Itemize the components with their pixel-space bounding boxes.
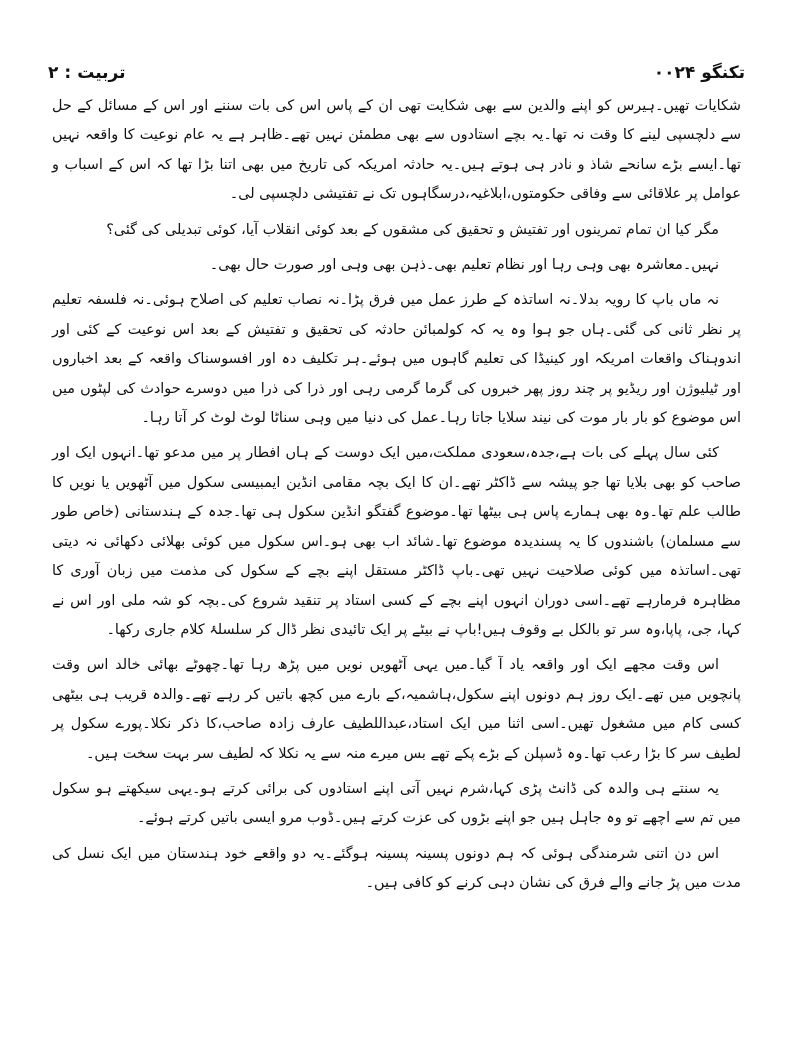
page-header (48, 58, 745, 88)
paragraph: نہیں۔معاشرہ بھی وہی رہا اور نظام تعلیم بھی۔ذہن بھی وہی اور صورت حال بھی۔ (209, 257, 719, 274)
page-number: ۲ (48, 63, 59, 83)
paragraph: اس وقت مجھے ایک اور واقعہ یاد آ گیا۔میں یہی آٹھویں نویں میں پڑھ رہا تھا۔چھوٹے بھائی خالد اس وقت پانچویں میں تھے۔ایک روز ہم دونوں اپنے سکول،ہاشمیہ،کے بارے میں کچھ باتیں کر رہے تھے۔والدہ قریب ہی بیٹھی کسی کام میں مشغول تھیں۔اسی اثنا میں ایک استاد،عبداللطیف عارف زادہ صاحب،کا ذکر نکلا۔پورے سکول پر لطیف سر کا بڑا رعب تھا۔وہ ڈسپلن کے بڑے پکے تھے بس میرے منہ سے یہ نکلا کہ لطیف سر بہت سخت ہیں۔ (52, 657, 741, 762)
paragraph: کئی سال پہلے کی بات ہے،جدہ،سعودی مملکت،میں ایک دوست کے ہاں افطار پر میں مدعو تھا۔انہوں ایک اور صاحب کو بھی بلایا تھا جو پیشہ سے ڈاکٹر تھے۔ان کا ایک بچہ مقامی انڈین ایمبیسی سکول میں آٹھویں یا نویں کا طالب علم تھا۔وہ بھی ہمارے پاس ہی بیٹھا تھا۔موضوع گفتگو انڈین سکول ہی تھا۔جدہ کے ہندستانی (خاص طور سے مسلمان) باشندوں کا یہ پسندیدہ موضوع تھا۔شائد اب بھی ہو۔اس سکول میں کوئی بھلائی دکھائی نہ دیتی تھی۔اساتذہ میں کوئی صلاحیت نہیں تھی۔باپ ڈاکٹر مستقل اپنے بچے کے سکول کی مذمت میں زبان آوری کا مظاہرہ فرمارہے تھے۔اسی دوران انہوں اپنے بچے کے کسی استاد پر تنقید شروع کی۔بچہ کو شہ ملی اور اس نے کہا، جی، پاپا،وہ سر تو بالکل بے وقوف ہیں!باپ نے بیٹے پر ایک تائیدی نظر ڈال کر سلسلۂ کلام جاری رکھا۔ (52, 445, 741, 638)
paragraph: مگر کیا ان تمام تمرینوں اور تفتیش و تحقیق کی مشقوں کے بعد کوئی انقلاب آیا، کوئی تبدیلی کی گئی؟ (106, 221, 719, 238)
issue-number: ۰۰۲۴ (653, 63, 696, 83)
paragraph: نہ ماں باپ کا رویہ بدلا۔نہ اساتذہ کے طرز عمل میں فرق پڑا۔نہ نصاب تعلیم کی اصلاح ہوئی۔نہ فلسفہ تعلیم پر نظر ثانی کی گئی۔ہاں جو ہوا وہ یہ کہ کولمبائن حادثہ کی تحقیق و تفتیش کے بعد اس نوعیت کے کئی اور اندوہناک واقعات امریکہ اور کینیڈا کی تعلیم گاہوں میں ہوئے۔ہر تکلیف دہ اور افسوسناک واقعہ کے بعد اخباروں اور ٹیلیوژن اور ریڈیو پر چند روز پھر خبروں کی گرما گرمی رہی اور ذرا کی ذرا میں دوسرے حوادث کی لپٹوں میں اس موضوع کو بار بار موت کی نیند سلایا جاتا رہا۔عمل کی دنیا میں وہی سناٹا لوٹ لوٹ کر آتا رہا۔ (52, 292, 741, 427)
section-page (48, 63, 125, 83)
paragraph: اس دن اتنی شرمندگی ہوئی کہ ہم دونوں پسینہ پسینہ ہوگئے۔یہ دو واقعے خود ہندستان میں ایک نسل کی مدت میں پڑ جانے والے فرق کی نشان دہی کرنے کو کافی ہیں۔ (52, 845, 741, 892)
article-body (52, 92, 741, 905)
section-name: تربیت (77, 63, 126, 83)
separator: : (64, 63, 72, 83)
journal-issue (654, 63, 745, 83)
journal-name: تکنگو (701, 63, 745, 83)
paragraph: شکایات تھیں۔ہیرس کو اپنے والدین سے بھی شکایت تھی ان کے پاس اس کی بات سننے اور اس کے مسائل کے حل سے دلچسپی لینے کا وقت نہ تھا۔یہ بچے استادوں سے بھی مطمئن نہیں تھے۔ظاہر ہے یہ عام نوعیت کا واقعہ نہیں تھا۔ایسے بڑے سانحے شاذ و نادر ہی ہوتے ہیں۔یہ حادثہ امریکہ کی تاریخ میں بھی اتنا بڑا تھا کہ اس کے اسباب و عوامل پر علاقائی سے وفاقی حکومتوں،ابلاغیہ،درسگاہوں تک نے تفتیشی دلچسپی لی۔ (52, 98, 741, 203)
paragraph: یہ سنتے ہی والدہ کی ڈانٹ پڑی کہا،شرم نہیں آتی اپنے استادوں کی برائی کرتے ہو۔یہی سیکھتے ہو سکول میں تم سے اچھے تو وہ جاہل ہیں جو اپنے بڑوں کی عزت کرتے ہیں۔ڈوب مرو ایسی باتیں کرتے ہوئے۔ (52, 780, 741, 827)
